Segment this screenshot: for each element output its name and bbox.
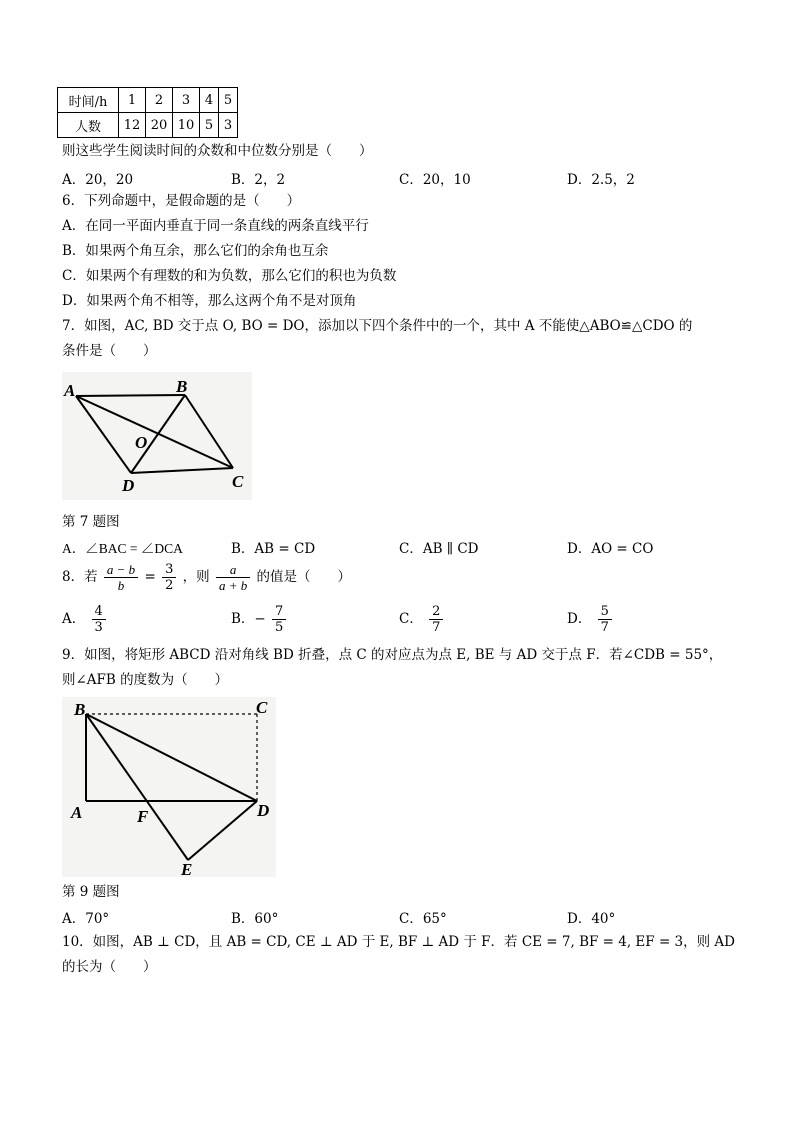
- option-letter: B．: [231, 611, 255, 627]
- q5-option-d: D．2.5，2: [567, 172, 635, 188]
- label-c: C: [256, 698, 268, 717]
- q6-option-b: B．如果两个角互余，那么它们的余角也互余: [62, 243, 329, 259]
- q7-stem-line2: 条件是（ ）: [62, 343, 157, 359]
- label-c: C: [232, 472, 244, 491]
- q7-option-a: A．∠BAC = ∠DCA: [62, 541, 183, 556]
- fraction-numerator: 5: [598, 604, 612, 620]
- reading-time-table: [57, 87, 238, 138]
- q5-option-a: A．20，20: [62, 172, 134, 188]
- fraction-denominator: 3: [94, 620, 103, 635]
- table-cell: 3: [219, 113, 238, 138]
- q9-option-c: C．65°: [399, 911, 447, 927]
- table-row: [58, 88, 238, 113]
- q6-option-c: C．如果两个有理数的和为负数，那么它们的积也为负数: [62, 268, 397, 284]
- q9-caption: 第 9 题图: [62, 884, 120, 900]
- q8-option-c: [399, 604, 445, 635]
- label-e: E: [181, 860, 193, 877]
- q10-stem-line2: 的长为（ ）: [62, 959, 157, 975]
- q8-stem: [62, 562, 351, 593]
- label-a: A: [64, 381, 76, 400]
- label-o: O: [135, 433, 148, 452]
- q10-stem-line1: 10．如图，AB ⊥ CD，且 AB = CD, CE ⊥ AD 于 E, BF ⊥ AD 于 F．若 CE = 7, BF = 4, EF = 3，则 AD: [62, 934, 735, 950]
- option-letter: C．: [399, 611, 423, 627]
- table-cell: 20: [146, 113, 173, 138]
- label-d: D: [122, 476, 135, 495]
- q8-prefix: 8．若: [62, 569, 98, 585]
- q8-suffix: 的值是（ ）: [256, 569, 352, 585]
- q9-option-d: D．40°: [567, 911, 616, 927]
- table-cell: 12: [119, 113, 146, 138]
- q8-fraction-2: [162, 562, 176, 593]
- q5-option-c: C．20，10: [399, 172, 471, 188]
- q8-fraction-3: [216, 562, 250, 593]
- q9-option-b: B．60°: [231, 911, 279, 927]
- label-f: F: [137, 807, 149, 826]
- q7-option-b: B．AB = CD: [231, 541, 316, 557]
- option-fraction: [92, 604, 106, 635]
- q8-fraction-1: [104, 562, 138, 593]
- q7-stem-line1: 7．如图，AC, BD 交于点 O, BO = DO，添加以下四个条件中的一个，其中 A 不能使△ABO≌△CDO 的: [62, 318, 693, 334]
- q8-equals: =: [144, 569, 156, 585]
- q9-stem-line2: 则∠AFB 的度数为（ ）: [62, 672, 229, 688]
- q7-figure: [62, 372, 252, 500]
- q7-option-d: D．AO = CO: [567, 541, 654, 557]
- fraction-denominator: 7: [600, 620, 609, 635]
- option-fraction: [598, 604, 612, 635]
- label-d: D: [257, 801, 270, 820]
- fraction-denominator: 2: [165, 578, 174, 593]
- fraction-numerator: a − b: [104, 562, 138, 578]
- q8-option-a: [62, 604, 108, 635]
- fraction-denominator: a + b: [218, 578, 248, 593]
- option-letter: D．: [567, 611, 592, 627]
- q7-option-c: C．AB ∥ CD: [399, 541, 479, 557]
- fraction-numerator: 4: [92, 604, 106, 620]
- q8-option-d: [567, 604, 614, 635]
- option-letter: A．: [62, 611, 86, 627]
- q9-figure: [62, 697, 276, 877]
- q6-option-a: A．在同一平面内垂直于同一条直线的两条直线平行: [62, 218, 369, 234]
- fraction-numerator: 2: [429, 604, 443, 620]
- q8-option-b: [231, 604, 288, 635]
- table-cell: 人数: [58, 113, 119, 138]
- fraction-numerator: a: [216, 562, 250, 578]
- segment-ab: [76, 395, 185, 396]
- q5-stem: 则这些学生阅读时间的众数和中位数分别是（ ）: [62, 143, 373, 159]
- label-b: B: [176, 377, 188, 396]
- label-a: A: [71, 803, 83, 822]
- q5-option-b: B．2，2: [231, 172, 286, 188]
- q6-option-d: D．如果两个角不相等，那么这两个角不是对顶角: [62, 293, 357, 309]
- fraction-denominator: 7: [432, 620, 441, 635]
- q8-mid: ，则: [182, 569, 210, 585]
- fraction-denominator: 5: [275, 620, 284, 635]
- table-cell: 3: [173, 88, 200, 113]
- table-row: [58, 113, 238, 138]
- q9-stem-line1: 9．如图，将矩形 ABCD 沿对角线 BD 折叠，点 C 的对应点为点 E, BE 与 AD 交于点 F．若∠CDB = 55°，: [62, 647, 723, 663]
- fraction-numerator: 3: [162, 562, 176, 578]
- q7-caption: 第 7 题图: [62, 514, 120, 530]
- q6-stem: 6．下列命题中，是假命题的是（ ）: [62, 193, 301, 209]
- fraction-numerator: 7: [272, 604, 286, 620]
- option-fraction: [272, 604, 286, 635]
- fraction-denominator: b: [117, 578, 125, 593]
- table-cell: 1: [119, 88, 146, 113]
- label-b: B: [74, 700, 86, 719]
- table-cell: 5: [219, 88, 238, 113]
- q9-option-a: A．70°: [62, 911, 110, 927]
- option-fraction: [429, 604, 443, 635]
- table-cell: 2: [146, 88, 173, 113]
- table-cell: 5: [200, 113, 219, 138]
- minus-sign: −: [254, 611, 266, 627]
- table-cell: 时间/h: [58, 88, 119, 113]
- table-cell: 10: [173, 113, 200, 138]
- table-cell: 4: [200, 88, 219, 113]
